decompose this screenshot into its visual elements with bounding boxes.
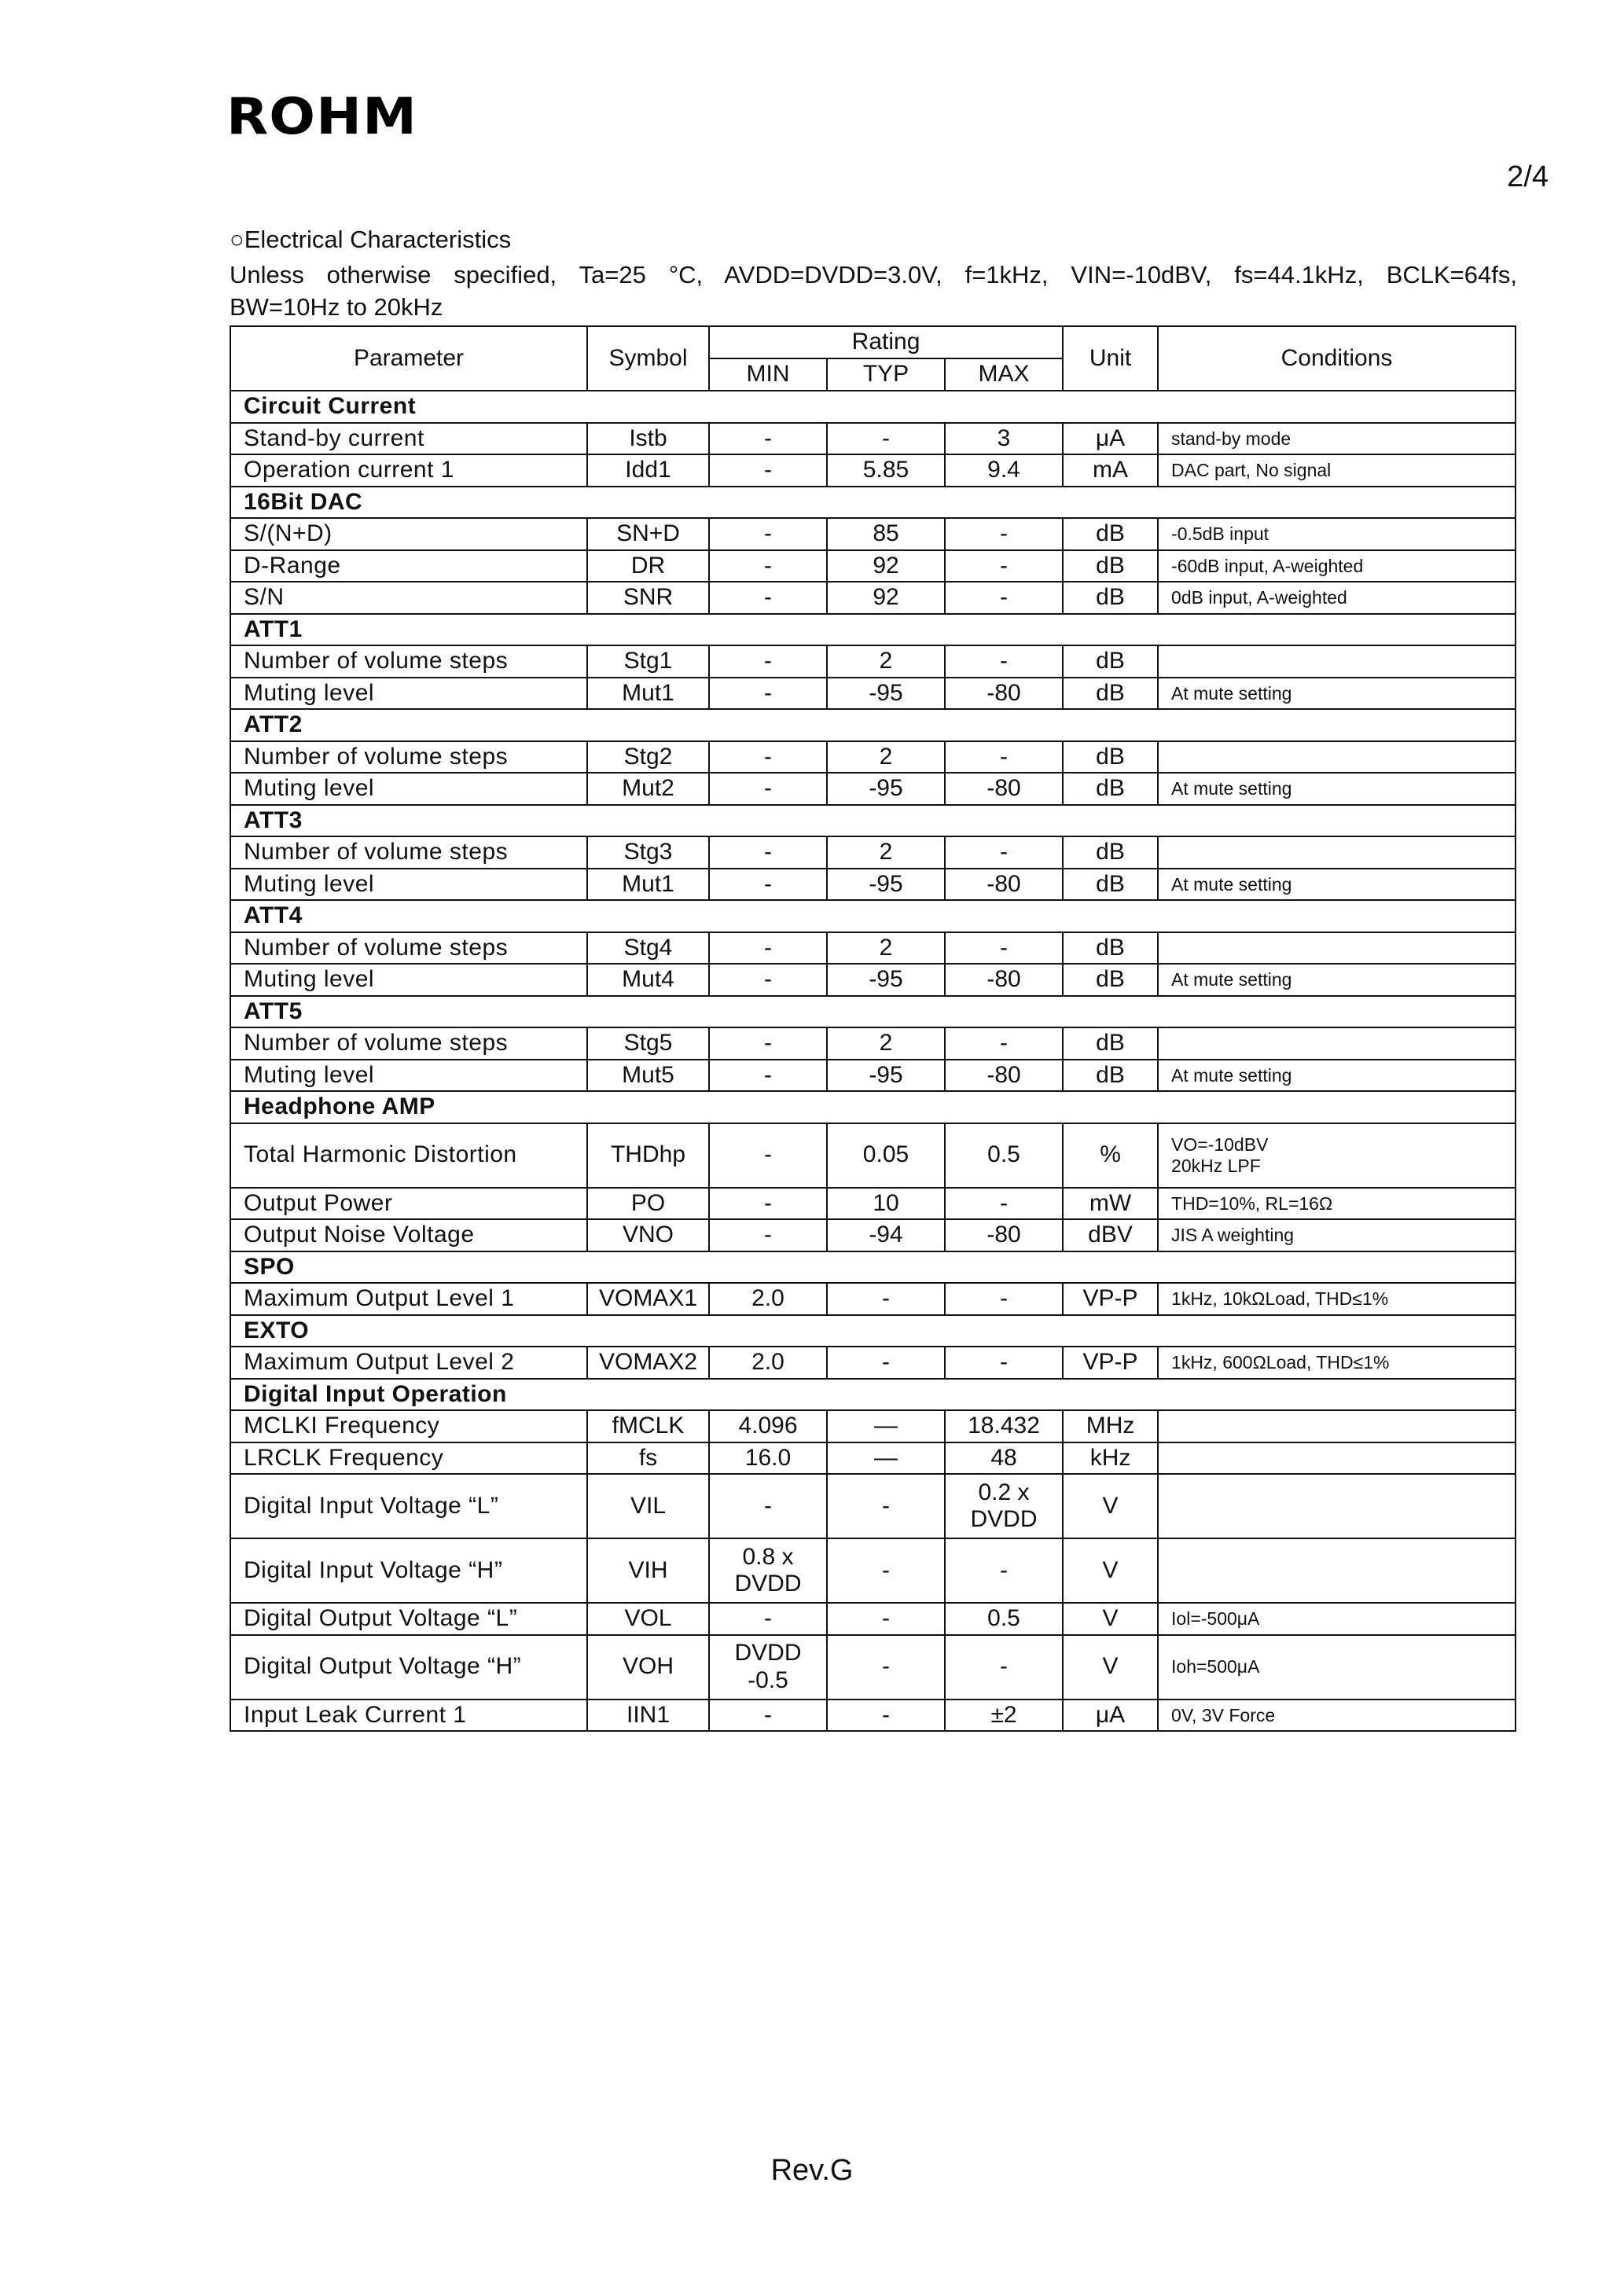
unit-cell: dB <box>1063 741 1158 774</box>
conditions-cell: At mute setting <box>1158 1060 1516 1092</box>
table-row <box>230 518 1516 550</box>
max-cell: - <box>945 645 1063 678</box>
header-parameter: Parameter <box>230 326 587 391</box>
parameter-cell: LRCLK Frequency <box>230 1442 587 1475</box>
typ-cell: -95 <box>827 869 945 901</box>
conditions-cell: At mute setting <box>1158 869 1516 901</box>
min-cell: - <box>709 550 827 582</box>
parameter-cell: Digital Input Voltage “H” <box>230 1538 587 1603</box>
min-cell: - <box>709 1060 827 1092</box>
conditions-cell: -0.5dB input <box>1158 518 1516 550</box>
unit-cell: dB <box>1063 964 1158 996</box>
conditions-cell: DAC part, No signal <box>1158 454 1516 487</box>
typ-cell: — <box>827 1442 945 1475</box>
table-group-row <box>230 614 1516 646</box>
min-cell: - <box>709 741 827 774</box>
table-group-row <box>230 1251 1516 1284</box>
typ-cell: - <box>827 1538 945 1603</box>
unit-cell: dB <box>1063 932 1158 965</box>
table-row <box>230 423 1516 455</box>
symbol-cell: VOL <box>587 1603 709 1635</box>
unit-cell: VP-P <box>1063 1347 1158 1379</box>
typ-cell: -95 <box>827 964 945 996</box>
revision-label: Rev.G <box>770 2154 854 2187</box>
typ-cell: - <box>827 1700 945 1732</box>
symbol-cell: IIN1 <box>587 1700 709 1732</box>
parameter-cell: Digital Output Voltage “L” <box>230 1603 587 1635</box>
unit-cell: dB <box>1063 1060 1158 1092</box>
header-max: MAX <box>945 358 1063 391</box>
unit-cell: % <box>1063 1123 1158 1188</box>
unit-cell: V <box>1063 1635 1158 1700</box>
unit-cell: dB <box>1063 550 1158 582</box>
table-row <box>230 1188 1516 1220</box>
parameter-cell: Output Noise Voltage <box>230 1219 587 1251</box>
conditions-cell: At mute setting <box>1158 773 1516 805</box>
min-cell: - <box>709 773 827 805</box>
typ-cell: - <box>827 423 945 455</box>
max-cell: ±2 <box>945 1700 1063 1732</box>
parameter-cell: Number of volume steps <box>230 1027 587 1060</box>
header-unit: Unit <box>1063 326 1158 391</box>
max-cell: 48 <box>945 1442 1063 1475</box>
max-cell: - <box>945 1635 1063 1700</box>
conditions-cell: Ioh=500μA <box>1158 1635 1516 1700</box>
min-cell: 4.096 <box>709 1410 827 1442</box>
conditions-cell: 1kHz, 10kΩLoad, THD≤1% <box>1158 1283 1516 1315</box>
typ-cell: -95 <box>827 678 945 710</box>
max-cell: - <box>945 932 1063 965</box>
min-cell: - <box>709 932 827 965</box>
test-conditions: Unless otherwise specified, Ta=25 °C, AVDD=DVDD=3.0V, f=1kHz, VIN=-10dBV, fs=44.1kHz, BCLK=64fs, <box>230 261 1517 288</box>
typ-cell: 2 <box>827 741 945 774</box>
min-cell: - <box>709 869 827 901</box>
table-group-row <box>230 1315 1516 1347</box>
min-cell: - <box>709 964 827 996</box>
symbol-cell: Mut2 <box>587 773 709 805</box>
unit-cell: VP-P <box>1063 1283 1158 1315</box>
typ-cell: -94 <box>827 1219 945 1251</box>
conditions-cell: 0V, 3V Force <box>1158 1700 1516 1732</box>
min-cell: - <box>709 1700 827 1732</box>
min-cell: 0.8 x DVDD <box>709 1538 827 1603</box>
parameter-cell: Input Leak Current 1 <box>230 1700 587 1732</box>
typ-cell: 2 <box>827 932 945 965</box>
symbol-cell: VOH <box>587 1635 709 1700</box>
min-cell: - <box>709 582 827 614</box>
typ-cell: 5.85 <box>827 454 945 487</box>
unit-cell: V <box>1063 1474 1158 1538</box>
parameter-cell: Muting level <box>230 964 587 996</box>
group-title: ATT1 <box>230 614 1516 646</box>
table-group-row <box>230 996 1516 1028</box>
max-cell: -80 <box>945 678 1063 710</box>
table-row <box>230 1410 1516 1442</box>
max-cell: 0.5 <box>945 1603 1063 1635</box>
table-row <box>230 1283 1516 1315</box>
min-cell: 2.0 <box>709 1347 827 1379</box>
conditions-cell <box>1158 741 1516 774</box>
min-cell: - <box>709 1219 827 1251</box>
max-cell: 0.5 <box>945 1123 1063 1188</box>
unit-cell: mA <box>1063 454 1158 487</box>
table-row <box>230 1474 1516 1538</box>
symbol-cell: Idd1 <box>587 454 709 487</box>
min-cell: - <box>709 423 827 455</box>
group-title: ATT4 <box>230 900 1516 932</box>
unit-cell: dB <box>1063 773 1158 805</box>
table-group-row <box>230 391 1516 423</box>
page-number: 2/4 <box>1507 160 1549 193</box>
unit-cell: V <box>1063 1603 1158 1635</box>
conditions-cell <box>1158 932 1516 965</box>
max-cell: - <box>945 1283 1063 1315</box>
max-cell: - <box>945 550 1063 582</box>
max-cell: - <box>945 1538 1063 1603</box>
min-cell: - <box>709 1027 827 1060</box>
symbol-cell: Stg5 <box>587 1027 709 1060</box>
symbol-cell: fs <box>587 1442 709 1475</box>
table-row <box>230 678 1516 710</box>
conditions-cell: At mute setting <box>1158 964 1516 996</box>
symbol-cell: VIL <box>587 1474 709 1538</box>
section-title: ○Electrical Characteristics <box>230 226 512 253</box>
table-group-row <box>230 1091 1516 1123</box>
min-cell: - <box>709 454 827 487</box>
symbol-cell: VOMAX2 <box>587 1347 709 1379</box>
table-row <box>230 1603 1516 1635</box>
conditions-cell: JIS A weighting <box>1158 1219 1516 1251</box>
table-row <box>230 1538 1516 1603</box>
parameter-cell: Number of volume steps <box>230 645 587 678</box>
symbol-cell: Stg1 <box>587 645 709 678</box>
conditions-cell <box>1158 1474 1516 1538</box>
conditions-cell <box>1158 1410 1516 1442</box>
group-title: ATT5 <box>230 996 1516 1028</box>
conditions-cell: 1kHz, 600ΩLoad, THD≤1% <box>1158 1347 1516 1379</box>
unit-cell: dB <box>1063 518 1158 550</box>
min-cell: - <box>709 1603 827 1635</box>
group-title: Circuit Current <box>230 391 1516 423</box>
table-row <box>230 1123 1516 1188</box>
unit-cell: V <box>1063 1538 1158 1603</box>
table-row <box>230 1060 1516 1092</box>
min-cell: - <box>709 1474 827 1538</box>
conditions-cell: Iol=-500μA <box>1158 1603 1516 1635</box>
test-conditions-bandwidth: BW=10Hz to 20kHz <box>230 293 443 321</box>
table-group-row <box>230 487 1516 519</box>
table-row <box>230 1347 1516 1379</box>
min-cell: - <box>709 678 827 710</box>
header-conditions: Conditions <box>1158 326 1516 391</box>
parameter-cell: MCLKI Frequency <box>230 1410 587 1442</box>
conditions-cell: 0dB input, A-weighted <box>1158 582 1516 614</box>
unit-cell: μA <box>1063 423 1158 455</box>
group-title: 16Bit DAC <box>230 487 1516 519</box>
typ-cell: 2 <box>827 645 945 678</box>
min-cell: - <box>709 836 827 869</box>
symbol-cell: VNO <box>587 1219 709 1251</box>
table-row <box>230 1442 1516 1475</box>
max-cell: -80 <box>945 1060 1063 1092</box>
min-cell: 2.0 <box>709 1283 827 1315</box>
group-title: ATT3 <box>230 805 1516 837</box>
parameter-cell: Muting level <box>230 1060 587 1092</box>
max-cell: 18.432 <box>945 1410 1063 1442</box>
parameter-cell: Muting level <box>230 678 587 710</box>
table-group-row <box>230 900 1516 932</box>
conditions-cell: -60dB input, A-weighted <box>1158 550 1516 582</box>
min-cell: - <box>709 1188 827 1220</box>
table-row <box>230 964 1516 996</box>
group-title: Headphone AMP <box>230 1091 1516 1123</box>
table-row <box>230 836 1516 869</box>
table-row <box>230 869 1516 901</box>
parameter-cell: Number of volume steps <box>230 932 587 965</box>
parameter-cell: Stand-by current <box>230 423 587 455</box>
symbol-cell: DR <box>587 550 709 582</box>
table-row <box>230 550 1516 582</box>
parameter-cell: Number of volume steps <box>230 741 587 774</box>
typ-cell: 2 <box>827 836 945 869</box>
parameter-cell: S/N <box>230 582 587 614</box>
parameter-cell: Muting level <box>230 869 587 901</box>
symbol-cell: Stg4 <box>587 932 709 965</box>
header-rating: Rating <box>709 326 1063 358</box>
max-cell: - <box>945 582 1063 614</box>
typ-cell: -95 <box>827 773 945 805</box>
symbol-cell: SNR <box>587 582 709 614</box>
conditions-cell: VO=-10dBV 20kHz LPF <box>1158 1123 1516 1188</box>
table-row <box>230 582 1516 614</box>
typ-cell: 0.05 <box>827 1123 945 1188</box>
typ-cell: — <box>827 1410 945 1442</box>
unit-cell: dB <box>1063 678 1158 710</box>
symbol-cell: PO <box>587 1188 709 1220</box>
group-title: ATT2 <box>230 709 1516 741</box>
parameter-cell: Number of volume steps <box>230 836 587 869</box>
typ-cell: 92 <box>827 582 945 614</box>
conditions-cell <box>1158 645 1516 678</box>
group-title: SPO <box>230 1251 1516 1284</box>
symbol-cell: SN+D <box>587 518 709 550</box>
header-typ: TYP <box>827 358 945 391</box>
symbol-cell: VIH <box>587 1538 709 1603</box>
header-symbol: Symbol <box>587 326 709 391</box>
parameter-cell: Maximum Output Level 1 <box>230 1283 587 1315</box>
typ-cell: 85 <box>827 518 945 550</box>
max-cell: - <box>945 836 1063 869</box>
table-row <box>230 1635 1516 1700</box>
symbol-cell: Mut4 <box>587 964 709 996</box>
typ-cell: 92 <box>827 550 945 582</box>
symbol-cell: Mut1 <box>587 678 709 710</box>
group-title: EXTO <box>230 1315 1516 1347</box>
min-cell: 16.0 <box>709 1442 827 1475</box>
typ-cell: - <box>827 1474 945 1538</box>
max-cell: 9.4 <box>945 454 1063 487</box>
electrical-characteristics-table <box>230 325 1516 1732</box>
parameter-cell: Muting level <box>230 773 587 805</box>
unit-cell: dB <box>1063 582 1158 614</box>
table-header-row <box>230 326 1516 358</box>
parameter-cell: Digital Input Voltage “L” <box>230 1474 587 1538</box>
symbol-cell: Stg2 <box>587 741 709 774</box>
max-cell: - <box>945 741 1063 774</box>
parameter-cell: D-Range <box>230 550 587 582</box>
rohm-logo: ROHM <box>226 88 417 146</box>
table-group-row <box>230 1379 1516 1411</box>
typ-cell: 10 <box>827 1188 945 1220</box>
unit-cell: μA <box>1063 1700 1158 1732</box>
max-cell: - <box>945 1347 1063 1379</box>
table-group-row <box>230 805 1516 837</box>
table-row <box>230 645 1516 678</box>
unit-cell: dB <box>1063 645 1158 678</box>
parameter-cell: S/(N+D) <box>230 518 587 550</box>
max-cell: -80 <box>945 1219 1063 1251</box>
conditions-cell <box>1158 1442 1516 1475</box>
min-cell: - <box>709 645 827 678</box>
unit-cell: mW <box>1063 1188 1158 1220</box>
table-row <box>230 454 1516 487</box>
table-row <box>230 1027 1516 1060</box>
typ-cell: - <box>827 1347 945 1379</box>
conditions-cell <box>1158 1538 1516 1603</box>
unit-cell: dB <box>1063 1027 1158 1060</box>
conditions-cell: At mute setting <box>1158 678 1516 710</box>
max-cell: - <box>945 1027 1063 1060</box>
unit-cell: dB <box>1063 869 1158 901</box>
parameter-cell: Operation current 1 <box>230 454 587 487</box>
symbol-cell: Stg3 <box>587 836 709 869</box>
min-cell: - <box>709 518 827 550</box>
unit-cell: dBV <box>1063 1219 1158 1251</box>
symbol-cell: fMCLK <box>587 1410 709 1442</box>
conditions-cell <box>1158 836 1516 869</box>
max-cell: - <box>945 1188 1063 1220</box>
max-cell: -80 <box>945 869 1063 901</box>
unit-cell: MHz <box>1063 1410 1158 1442</box>
symbol-cell: Mut5 <box>587 1060 709 1092</box>
symbol-cell: Istb <box>587 423 709 455</box>
parameter-cell: Total Harmonic Distortion <box>230 1123 587 1188</box>
table-row <box>230 1219 1516 1251</box>
table-row <box>230 932 1516 965</box>
group-title: Digital Input Operation <box>230 1379 1516 1411</box>
unit-cell: kHz <box>1063 1442 1158 1475</box>
max-cell: 0.2 x DVDD <box>945 1474 1063 1538</box>
table-group-row <box>230 709 1516 741</box>
typ-cell: - <box>827 1283 945 1315</box>
header-min: MIN <box>709 358 827 391</box>
conditions-cell <box>1158 1027 1516 1060</box>
max-cell: -80 <box>945 773 1063 805</box>
table-row <box>230 741 1516 774</box>
parameter-cell: Maximum Output Level 2 <box>230 1347 587 1379</box>
conditions-cell: THD=10%, RL=16Ω <box>1158 1188 1516 1220</box>
conditions-cell: stand-by mode <box>1158 423 1516 455</box>
typ-cell: - <box>827 1603 945 1635</box>
min-cell: - <box>709 1123 827 1188</box>
min-cell: DVDD -0.5 <box>709 1635 827 1700</box>
typ-cell: - <box>827 1635 945 1700</box>
unit-cell: dB <box>1063 836 1158 869</box>
table-row <box>230 773 1516 805</box>
typ-cell: 2 <box>827 1027 945 1060</box>
table-body <box>230 391 1516 1731</box>
symbol-cell: THDhp <box>587 1123 709 1188</box>
parameter-cell: Digital Output Voltage “H” <box>230 1635 587 1700</box>
max-cell: 3 <box>945 423 1063 455</box>
parameter-cell: Output Power <box>230 1188 587 1220</box>
symbol-cell: VOMAX1 <box>587 1283 709 1315</box>
symbol-cell: Mut1 <box>587 869 709 901</box>
max-cell: - <box>945 518 1063 550</box>
max-cell: -80 <box>945 964 1063 996</box>
typ-cell: -95 <box>827 1060 945 1092</box>
table-row <box>230 1700 1516 1732</box>
